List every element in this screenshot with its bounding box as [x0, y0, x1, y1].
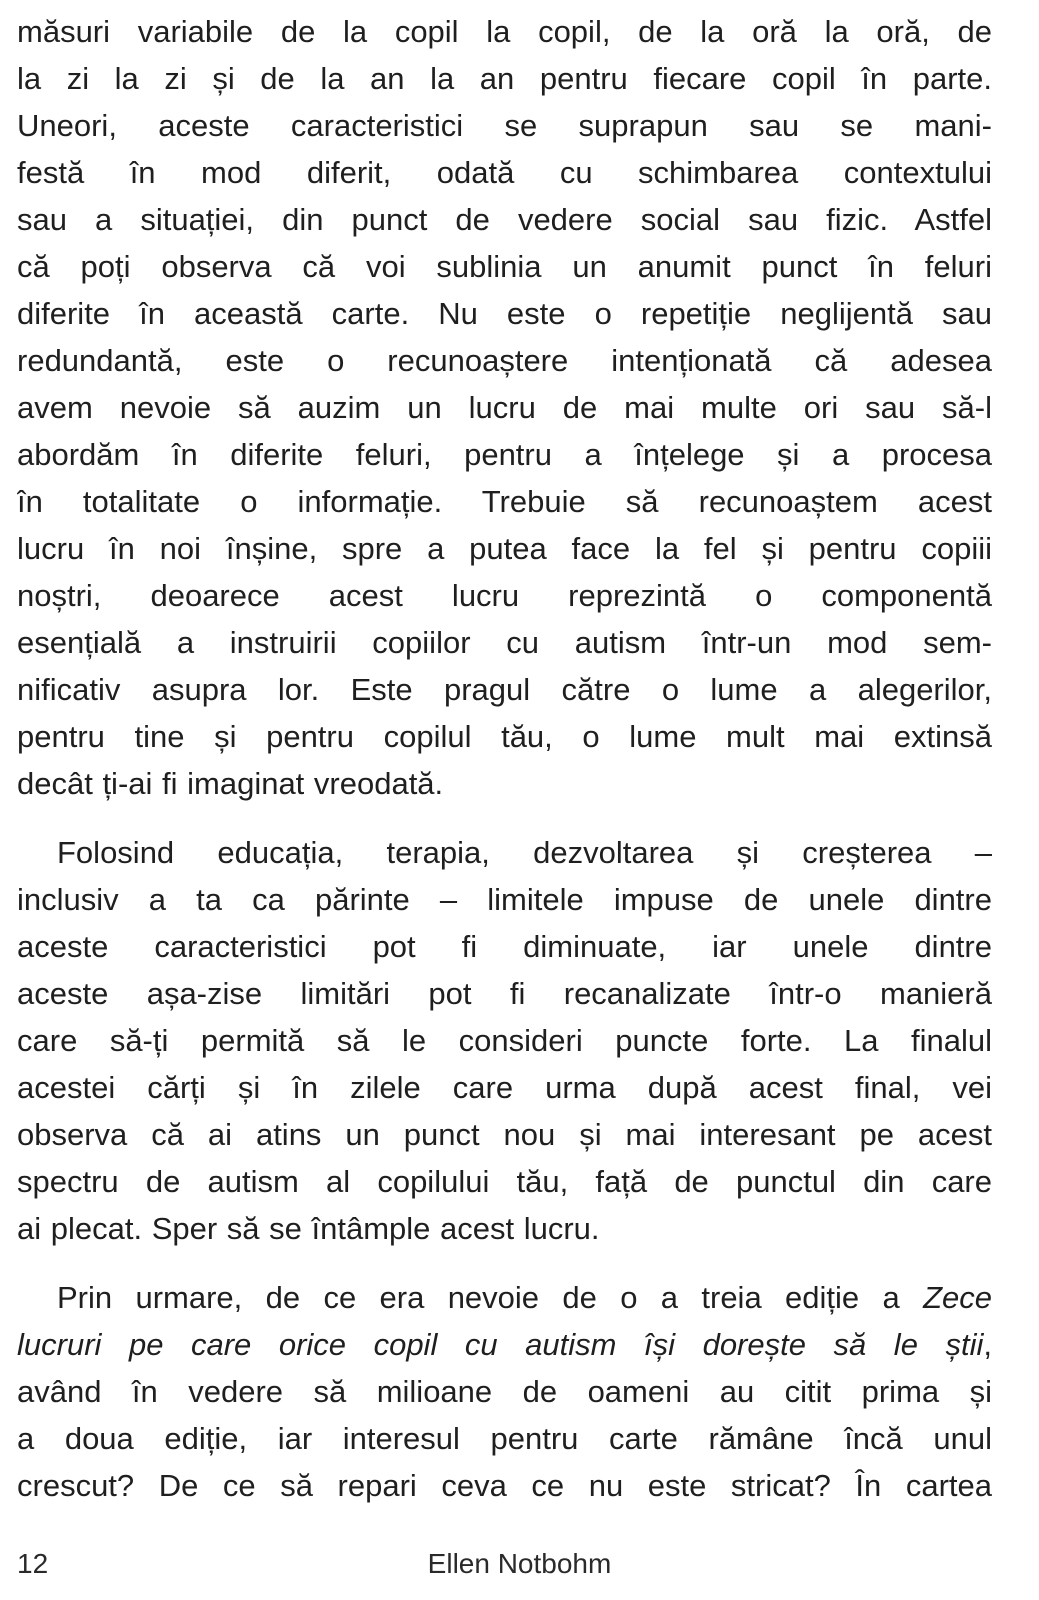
- text-segment: noștri, deoarece acest lucru reprezintă o componentă: [17, 578, 992, 613]
- text-line: [17, 478, 992, 525]
- text-line: [17, 1415, 992, 1462]
- book-title-italic: lucruri pe care orice copil cu autism își dorește să le știi: [17, 1327, 984, 1362]
- text-line: [17, 431, 992, 478]
- text-segment: ,: [983, 1327, 992, 1362]
- text-segment: că poți observa că voi sublinia un anumit punct în feluri: [17, 249, 992, 284]
- text-segment: în totalitate o informație. Trebuie să recunoaștem acest: [17, 484, 992, 519]
- text-line: [17, 384, 992, 431]
- text-line: [17, 666, 992, 713]
- text-segment: festă în mod diferit, odată cu schimbarea contextului: [17, 155, 992, 190]
- text-segment: diferite în această carte. Nu este o repetiție neglijentă sau: [17, 296, 992, 331]
- running-footer-author: Ellen Notbohm: [427, 1548, 612, 1579]
- text-line: [17, 1462, 992, 1509]
- text-line: [17, 55, 992, 102]
- book-page-text: [17, 8, 992, 1509]
- text-segment: măsuri variabile de la copil la copil, de la oră la oră, de: [17, 14, 992, 49]
- page-footer: [0, 1548, 1039, 1588]
- text-line: [17, 1111, 992, 1158]
- text-segment: a doua ediție, iar interesul pentru carte rămâne încă unul: [17, 1421, 992, 1456]
- text-segment: acestei cărți și în zilele care urma după acest final, vei: [17, 1070, 992, 1105]
- text-line: [17, 1274, 992, 1321]
- text-line: [17, 1368, 992, 1415]
- text-line: [17, 1064, 992, 1111]
- text-line: [17, 196, 992, 243]
- text-line: [17, 760, 992, 807]
- text-segment: sau a situației, din punct de vedere social sau fizic. Astfel: [17, 202, 992, 237]
- page-number: 12: [17, 1548, 49, 1579]
- text-line: [17, 829, 992, 876]
- text-segment: Uneori, aceste caracteristici se suprapun sau se mani-: [17, 108, 992, 143]
- text-segment: pentru tine și pentru copilul tău, o lume mult mai extinsă: [17, 719, 992, 754]
- text-line: [17, 290, 992, 337]
- text-line: [17, 1017, 992, 1064]
- text-line: [17, 8, 992, 55]
- text-line: [17, 923, 992, 970]
- text-segment: aceste caracteristici pot fi diminuate, iar unele dintre: [17, 929, 992, 964]
- text-segment: spectru de autism al copilului tău, față de punctul din care: [17, 1164, 992, 1199]
- text-segment: care să-ți permită să le consideri puncte forte. La finalul: [17, 1023, 992, 1058]
- text-segment: nificativ asupra lor. Este pragul către o lume a alegerilor,: [17, 672, 992, 707]
- book-title-italic: Zece: [923, 1280, 992, 1315]
- text-segment: decât ți-ai fi imaginat vreodată.: [17, 766, 444, 801]
- text-segment: esențială a instruirii copiilor cu autism într-un mod sem-: [17, 625, 992, 660]
- text-segment: lucru în noi înșine, spre a putea face la fel și pentru copiii: [17, 531, 992, 566]
- text-segment: avem nevoie să auzim un lucru de mai multe ori sau să-l: [17, 390, 992, 425]
- text-segment: ai plecat. Sper să se întâmple acest lucru.: [17, 1211, 600, 1246]
- text-segment: Prin urmare, de ce era nevoie de o a treia ediție a: [57, 1280, 924, 1315]
- text-segment: crescut? De ce să repari ceva ce nu este stricat? În cartea: [17, 1468, 992, 1503]
- text-line: [17, 713, 992, 760]
- text-line: [17, 572, 992, 619]
- text-line: [17, 1158, 992, 1205]
- paragraph: [17, 8, 992, 807]
- text-line: [17, 525, 992, 572]
- paragraph: [17, 1274, 992, 1509]
- text-segment: abordăm în diferite feluri, pentru a înțelege și a procesa: [17, 437, 992, 472]
- text-line: [17, 1205, 992, 1252]
- text-line: [17, 876, 992, 923]
- text-line: [17, 102, 992, 149]
- text-segment: aceste așa-zise limitări pot fi recanalizate într-o manieră: [17, 976, 992, 1011]
- text-segment: la zi la zi și de la an la an pentru fiecare copil în parte.: [17, 61, 992, 96]
- text-line: [17, 243, 992, 290]
- text-segment: inclusiv a ta ca părinte – limitele impuse de unele dintre: [17, 882, 992, 917]
- text-segment: având în vedere să milioane de oameni au citit prima și: [17, 1374, 992, 1409]
- text-line: [17, 149, 992, 196]
- text-segment: observa că ai atins un punct nou și mai interesant pe acest: [17, 1117, 992, 1152]
- text-line: [17, 619, 992, 666]
- text-segment: redundantă, este o recunoaștere intenționată că adesea: [17, 343, 992, 378]
- paragraph: [17, 829, 992, 1252]
- text-line: [17, 970, 992, 1017]
- text-segment: Folosind educația, terapia, dezvoltarea și creșterea –: [57, 835, 992, 870]
- text-line: [17, 1321, 992, 1368]
- text-line: [17, 337, 992, 384]
